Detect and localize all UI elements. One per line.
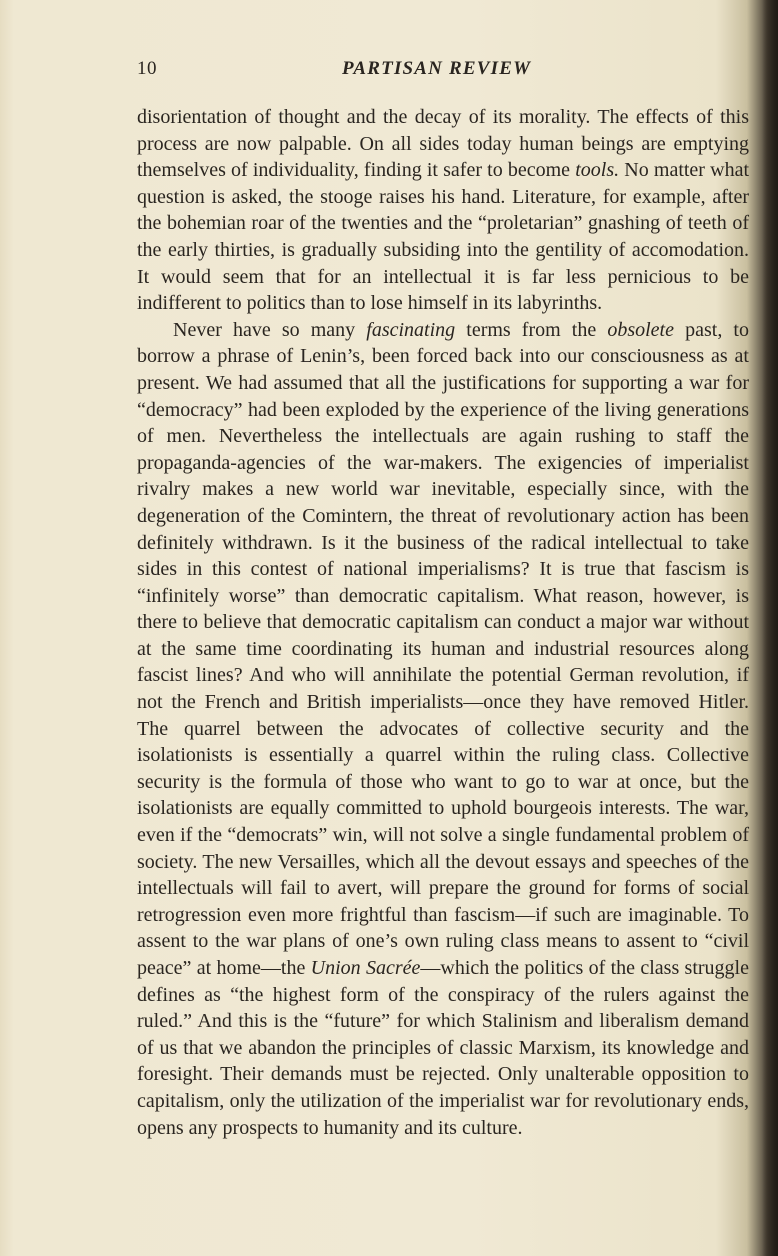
text-segment: Never have so many (173, 318, 367, 341)
italic-segment: Union Sacrée (310, 957, 421, 979)
book-spine-shadow (762, 0, 778, 1256)
text-segment: past, to borrow a phrase of Lenin’s, been forced back into our consciousness as at present. We had assumed that all the justifications for supporting a war for “democracy” had been exploded by the experience of the living generations of men. Nevertheless the intellectuals are again rushing to staff the propaganda-agencies of the war-makers. The exigencies of imperialist rivalry makes a new world war inevitable, especially since, with the degeneration of the Comintern, the threat of revolutionary action has been definitely withdrawn. Is it the business of the radical intellectual to take sides in this contest of national imperialisms? It is true that fascism is “infinitely worse” than democratic capitalism. What reason, however, is there to believe that democratic capitalism can conduct a major war without at the same time coordinating its human and industrial resources along fascist lines? And who will annihilate the potential German revolution, if not the French and British imperialists—once they have removed Hitler. The quarrel between the advocates of collective security and the isolationists is essentially a quarrel within the ruling class. Collective security is the formula of those who want to go to war at once, but the isolationists are equally committed to uphold bourgeois interests. The war, even if the “democrats” win, will not solve a single fundamental problem of society. The new Versailles, which all the devout essays and speeches of the intellectuals will fail to avert, will prepare the ground for forms of social retrogression even more frightful than fascism—if such are imaginable. To assent to the war plans of one’s own ruling class means to assent to “civil peace” at home—the (137, 318, 749, 979)
text-segment: No matter what question is asked, the stooge raises his hand. Literature, for example, after the bohemian roar of the twenties and the “proletarian” gnashing of teeth of the early thirties, is gradually subsiding into the gentility of accomodation. It would seem that for an intellectual it is far less pernicious to be indifferent to politics than to lose himself in its labyrinths. (137, 159, 750, 315)
text-segment: disorientation of thought and the decay of its morality. The effects of this process are now palpable. On all sides today human beings are emptying themselves of individuality, finding it safer to become (137, 106, 749, 182)
page-number: 10 (137, 58, 157, 79)
body-text (137, 104, 749, 1141)
page-header (137, 58, 737, 88)
text-segment: terms from the (455, 318, 608, 341)
italic-segment: obsolete (607, 318, 674, 341)
italic-segment: tools. (575, 159, 620, 182)
running-head: PARTISAN REVIEW (342, 58, 532, 79)
italic-segment: fascinating (366, 318, 456, 341)
paragraph-2 (137, 317, 749, 1141)
paragraph-1 (137, 104, 749, 317)
text-segment: —which the politics of the class struggle defines as “the highest form of the conspiracy of the rulers against the ruled.” And this is the “future” for which Stalinism and liberalism demand of us that we abandon the principles of classic Marxism, its knowledge and foresight. Their demands must be rejected. Only unalterable opposition to capitalism, only the utilization of the imperialist war for revolutionary ends, opens any prospects to humanity and its culture. (137, 957, 749, 1139)
